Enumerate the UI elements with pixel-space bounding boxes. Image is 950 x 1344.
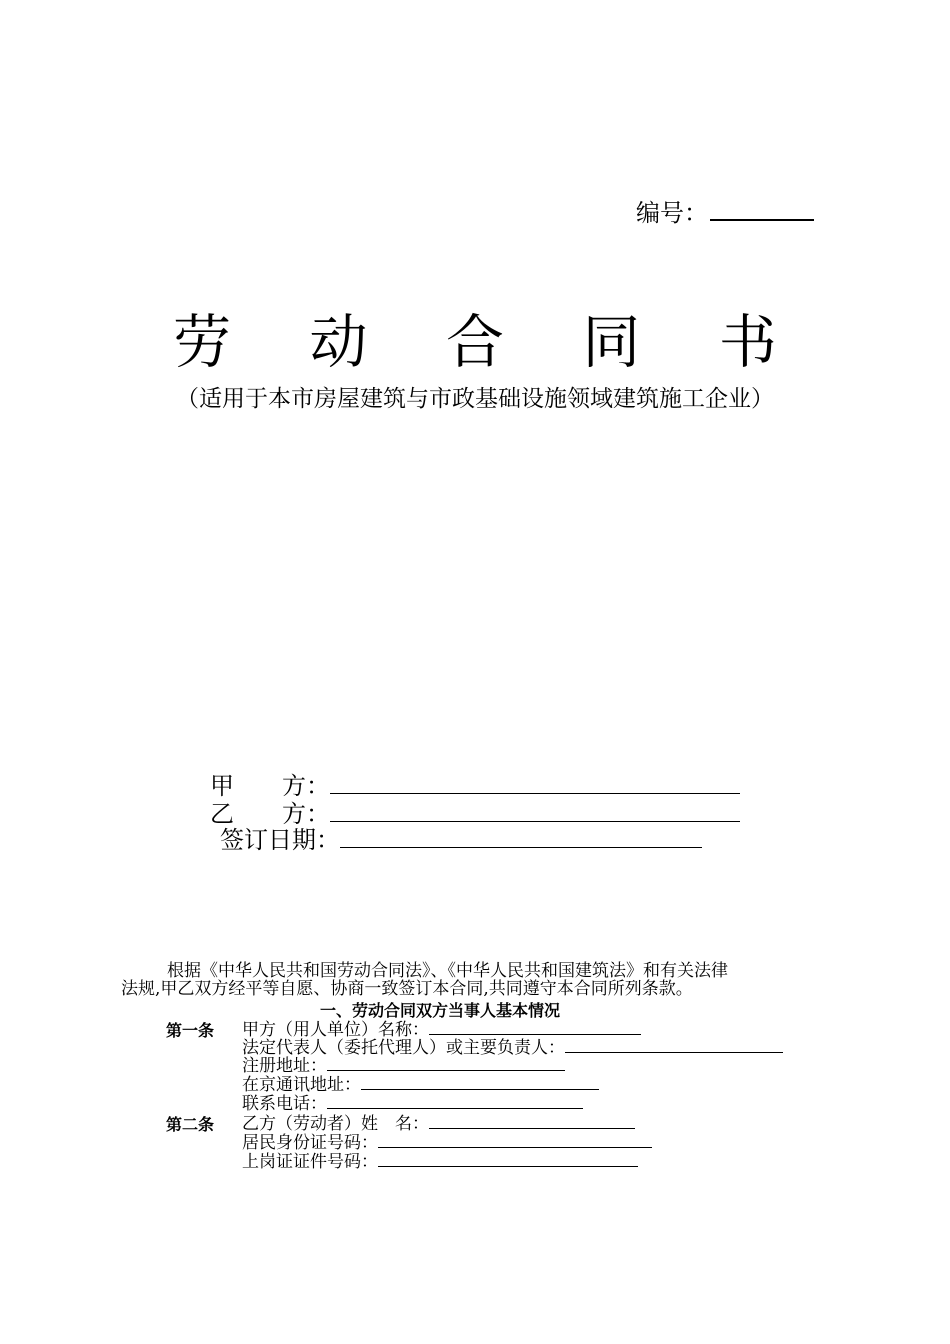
worker-name-blank[interactable] <box>429 1114 635 1129</box>
field-beijing-address: 在京通讯地址： <box>242 1075 599 1094</box>
document-title: 劳 动 合 同 书 <box>173 308 807 376</box>
field-id-number: 居民身份证号码： <box>242 1133 652 1152</box>
document-subtitle: （适用于本市房屋建筑与市政基础设施领域建筑施工企业） <box>176 386 774 412</box>
id-number-blank[interactable] <box>378 1133 652 1148</box>
field-phone: 联系电话： <box>242 1094 583 1113</box>
party-a-label: 甲 方： <box>210 772 330 800</box>
field-worker-name: 乙方（劳动者）姓 名： <box>242 1114 635 1133</box>
serial-number <box>636 193 814 228</box>
article-1-label: 第一条 <box>166 1021 215 1040</box>
preamble-line-1: 根据《中华人民共和国劳动合同法》、《中华人民共和国建筑法》和有关法律 <box>167 961 728 981</box>
serial-blank[interactable] <box>710 197 814 221</box>
party-b-blank[interactable] <box>330 799 740 822</box>
phone-blank[interactable] <box>327 1094 583 1109</box>
sign-date-label: 签订日期： <box>220 826 340 854</box>
sign-date-blank[interactable] <box>340 825 702 848</box>
field-legal-rep: 法定代表人（委托代理人）或主要负责人： <box>242 1038 783 1057</box>
field-registered-address: 注册地址： <box>242 1056 565 1075</box>
preamble-line-2: 法规,甲乙双方经平等自愿、协商一致签订本合同,共同遵守本合同所列条款。 <box>121 979 693 999</box>
beijing-address-blank[interactable] <box>361 1075 599 1090</box>
party-b-label: 乙 方： <box>210 800 330 828</box>
employer-name-blank[interactable] <box>429 1020 641 1035</box>
party-a-blank[interactable] <box>330 771 740 794</box>
sign-date-row <box>220 820 702 855</box>
article-2-label: 第二条 <box>166 1115 215 1134</box>
section-heading: 一、劳动合同双方当事人基本情况 <box>320 1001 561 1020</box>
work-permit-blank[interactable] <box>378 1152 638 1167</box>
field-employer-name: 甲方（用人单位）名称： <box>242 1020 641 1039</box>
legal-rep-blank[interactable] <box>565 1038 783 1053</box>
field-work-permit: 上岗证证件号码： <box>242 1152 638 1171</box>
registered-address-blank[interactable] <box>327 1056 565 1071</box>
serial-label: 编号： <box>636 199 708 227</box>
